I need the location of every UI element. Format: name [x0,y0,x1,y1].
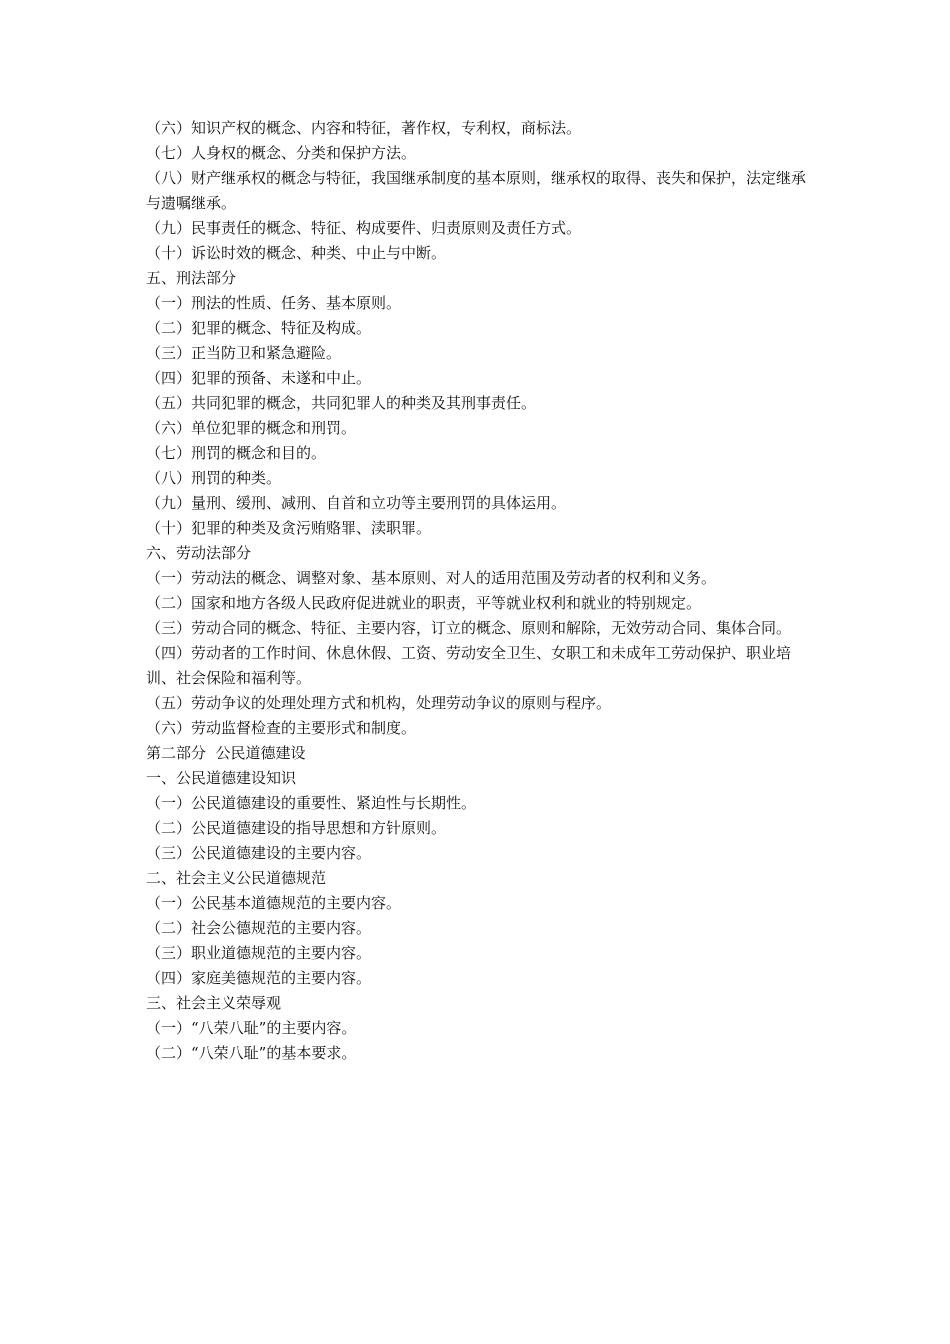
list-item-civil-liability: （九）民事责任的概念、特征、构成要件、归责原则及责任方式。 [146,219,582,237]
list-item-joint-crime: （五）共同犯罪的概念，共同犯罪人的种类及其刑事责任。 [146,394,537,412]
list-item-unit-crime: （六）单位犯罪的概念和刑罚。 [146,419,357,437]
list-item-morality-importance: （一）公民道德建设的重要性、紧迫性与长期性。 [146,794,477,812]
list-item-labor-dispute: （五）劳动争议的处理处理方式和机构，处理劳动争议的原则与程序。 [146,694,612,712]
list-item-eight-honors-requirements: （二）“八荣八耻”的基本要求。 [146,1044,357,1062]
list-item-working-conditions: （四）劳动者的工作时间、休息休假、工资、劳动安全卫生、女职工和未成年工劳动保护、职业培训、社会保险和福利等。 [146,644,792,687]
list-item-inheritance: （八）财产继承权的概念与特征，我国继承制度的基本原则，继承权的取得、丧失和保护，法定继承与遗嘱继承。 [146,169,807,212]
list-item-morality-guidance: （二）公民道德建设的指导思想和方针原则。 [146,819,447,837]
list-item-professional-ethics: （三）职业道德规范的主要内容。 [146,944,372,962]
section-heading-moral-norms: 二、社会主义公民道德规范 [146,869,327,887]
list-item-sentencing: （九）量刑、缓刑、减刑、自首和立功等主要刑罚的具体运用。 [146,494,567,512]
list-item-self-defense: （三）正当防卫和紧急避险。 [146,344,342,362]
list-item-penalty-types: （八）刑罚的种类。 [146,469,282,487]
list-item-penalty-concept: （七）刑罚的概念和目的。 [146,444,327,462]
list-item-labor-contract: （三）劳动合同的概念、特征、主要内容，订立的概念、原则和解除，无效劳动合同、集体合同。 [146,619,792,637]
list-item-basic-norms: （一）公民基本道德规范的主要内容。 [146,894,402,912]
list-item-morality-content: （三）公民道德建设的主要内容。 [146,844,372,862]
list-item-crime-types: （十）犯罪的种类及贪污贿赂罪、渎职罪。 [146,519,432,537]
section-heading-honor-disgrace: 三、社会主义荣辱观 [146,994,282,1012]
part-heading-civic-morality: 第二部分 公民道德建设 [146,744,306,762]
list-item-eight-honors-content: （一）“八荣八耻”的主要内容。 [146,1019,357,1037]
section-heading-criminal-law: 五、刑法部分 [146,269,237,287]
list-item-family-virtues: （四）家庭美德规范的主要内容。 [146,969,372,987]
list-item-personal-rights: （七）人身权的概念、分类和保护方法。 [146,144,417,162]
list-item-criminal-principles: （一）刑法的性质、任务、基本原则。 [146,294,402,312]
list-item-crime-stages: （四）犯罪的预备、未遂和中止。 [146,369,372,387]
list-item-crime-concept: （二）犯罪的概念、特征及构成。 [146,319,372,337]
section-heading-morality-knowledge: 一、公民道德建设知识 [146,769,297,787]
document-body [146,116,816,1066]
list-item-social-ethics: （二）社会公德规范的主要内容。 [146,919,372,937]
section-heading-labor-law: 六、劳动法部分 [146,544,252,562]
list-item-labor-supervision: （六）劳动监督检查的主要形式和制度。 [146,719,417,737]
list-item-intellectual-property: （六）知识产权的概念、内容和特征，著作权，专利权，商标法。 [146,119,582,137]
list-item-labor-law-concept: （一）劳动法的概念、调整对象、基本原则、对人的适用范围及劳动者的权利和义务。 [146,569,717,587]
list-item-employment: （二）国家和地方各级人民政府促进就业的职责，平等就业权利和就业的特别规定。 [146,594,702,612]
list-item-limitation: （十）诉讼时效的概念、种类、中止与中断。 [146,244,447,262]
